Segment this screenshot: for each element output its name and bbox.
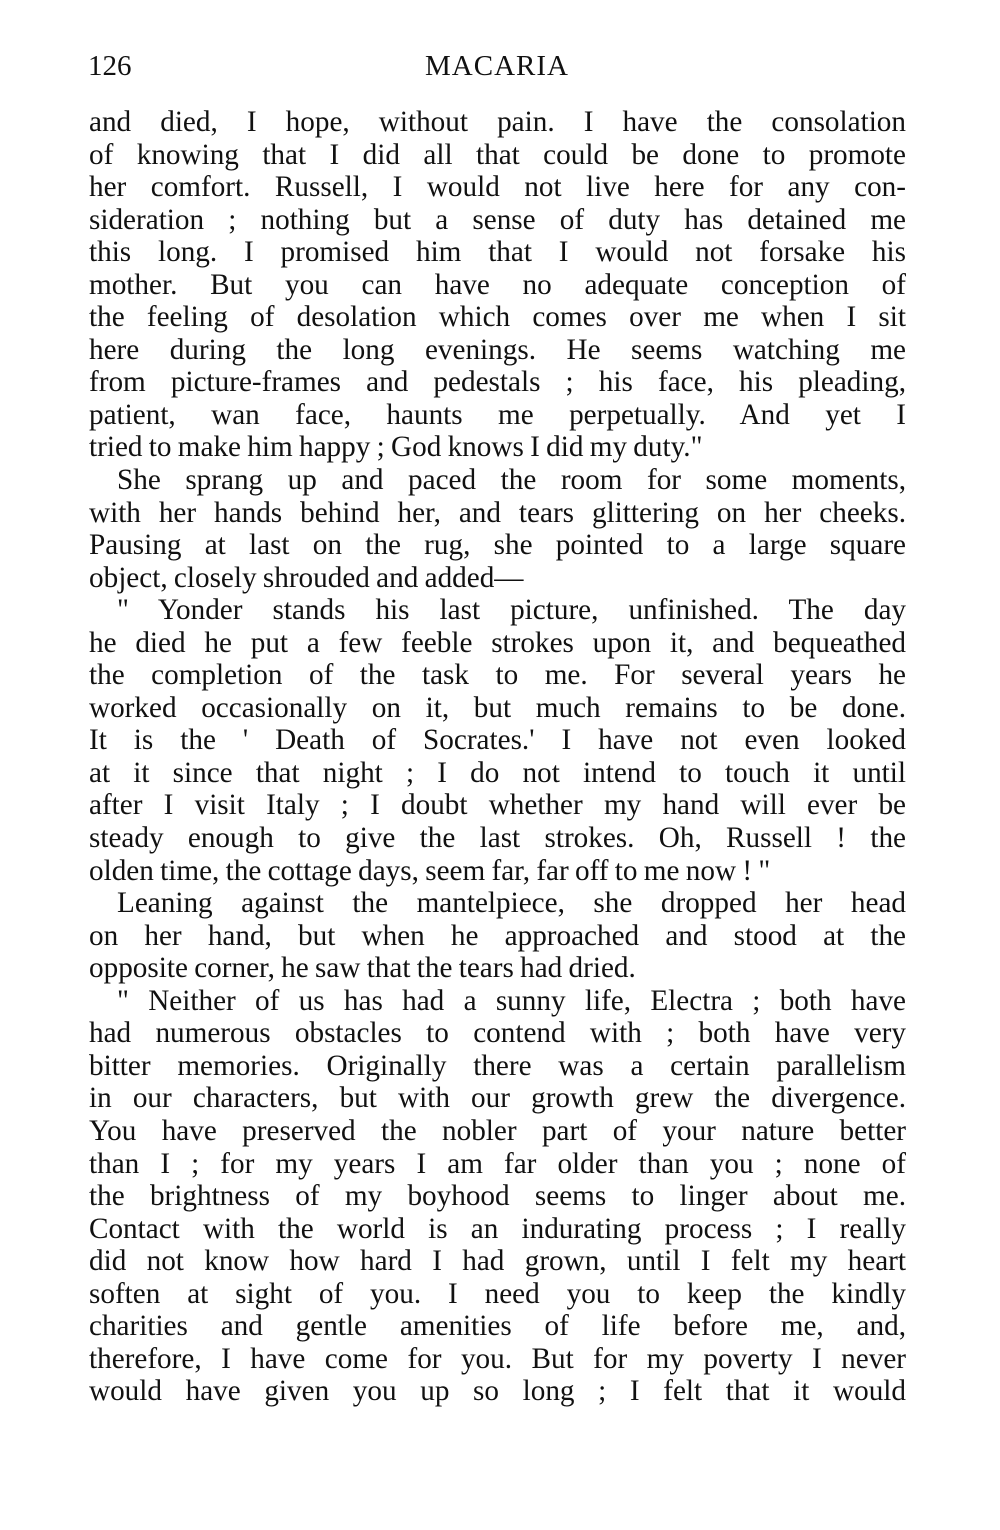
text-line: on her hand, but when he approached and stood at the xyxy=(89,919,906,952)
text-line: steady enough to give the last strokes. Oh, Russell ! the xyxy=(89,822,906,855)
paragraph xyxy=(89,985,906,1408)
text-line: opposite corner, he saw that the tears had dried. xyxy=(89,952,636,985)
text-line: worked occasionally on it, but much remains to be done. xyxy=(89,691,906,724)
text-line: would have given you up so long ; I felt that it would xyxy=(89,1375,906,1408)
text-line: olden time, the cottage days, seem far, far off to me now ! " xyxy=(89,854,771,887)
text-line: mother. But you can have no adequate conception of xyxy=(89,268,906,301)
running-header xyxy=(88,50,906,90)
text-line: did not know how hard I had grown, until I felt my heart xyxy=(89,1245,906,1278)
text-line: tried to make him happy ; God knows I did my duty." xyxy=(89,431,703,464)
text-line: of knowing that I did all that could be done to promote xyxy=(89,138,906,171)
paragraph xyxy=(89,464,906,594)
text-line: It is the ' Death of Socrates.' I have not even looked xyxy=(89,724,906,757)
paragraph xyxy=(89,594,906,887)
text-line: the feeling of desolation which comes over me when I sit xyxy=(89,301,906,334)
text-line: soften at sight of you. I need you to keep the kindly xyxy=(89,1277,906,1310)
text-line: patient, wan face, haunts me perpetually. And yet I xyxy=(89,398,906,431)
text-line: at it since that night ; I do not intend to touch it until xyxy=(89,756,906,789)
paragraph xyxy=(89,887,906,985)
text-line: than I ; for my years I am far older than you ; none of xyxy=(89,1147,906,1180)
text-line: after I visit Italy ; I doubt whether my hand will ever be xyxy=(89,789,906,822)
text-line: You have preserved the nobler part of your nature better xyxy=(89,1114,906,1147)
text-line: " Neither of us has had a sunny life, Electra ; both have xyxy=(117,984,906,1017)
text-line: in our characters, but with our growth grew the divergence. xyxy=(89,1082,906,1115)
page-number: 126 xyxy=(88,50,132,82)
text-line: the completion of the task to me. For several years he xyxy=(89,659,906,692)
text-line: object, closely shrouded and added— xyxy=(89,561,524,594)
paragraph xyxy=(89,106,906,464)
text-line: Leaning against the mantelpiece, she dropped her head xyxy=(117,887,906,920)
text-line: and died, I hope, without pain. I have the consolation xyxy=(89,106,906,138)
text-line: had numerous obstacles to contend with ; both have very xyxy=(89,1017,906,1050)
text-line: Contact with the world is an indurating process ; I really xyxy=(89,1212,906,1245)
text-line: with her hands behind her, and tears glittering on her cheeks. xyxy=(89,496,906,529)
text-line: Pausing at last on the rug, she pointed to a large square xyxy=(89,529,906,562)
running-title: MACARIA xyxy=(425,50,569,82)
text-line: the brightness of my boyhood seems to linger about me. xyxy=(89,1180,906,1213)
text-line: charities and gentle amenities of life before me, and, xyxy=(89,1310,906,1343)
text-line: bitter memories. Originally there was a certain parallelism xyxy=(89,1049,906,1082)
text-line: her comfort. Russell, I would not live here for any con- xyxy=(89,171,906,204)
text-line: here during the long evenings. He seems watching me xyxy=(89,333,906,366)
text-line: sideration ; nothing but a sense of duty has detained me xyxy=(89,203,906,236)
text-line: therefore, I have come for you. But for my poverty I never xyxy=(89,1342,906,1375)
page-body xyxy=(89,106,906,1408)
text-line: She sprang up and paced the room for some moments, xyxy=(117,464,906,497)
text-line: " Yonder stands his last picture, unfinished. The day xyxy=(117,594,906,627)
text-line: he died he put a few feeble strokes upon it, and bequeathed xyxy=(89,626,906,659)
text-line: from picture-frames and pedestals ; his face, his pleading, xyxy=(89,366,906,399)
text-line: this long. I promised him that I would not forsake his xyxy=(89,236,906,269)
